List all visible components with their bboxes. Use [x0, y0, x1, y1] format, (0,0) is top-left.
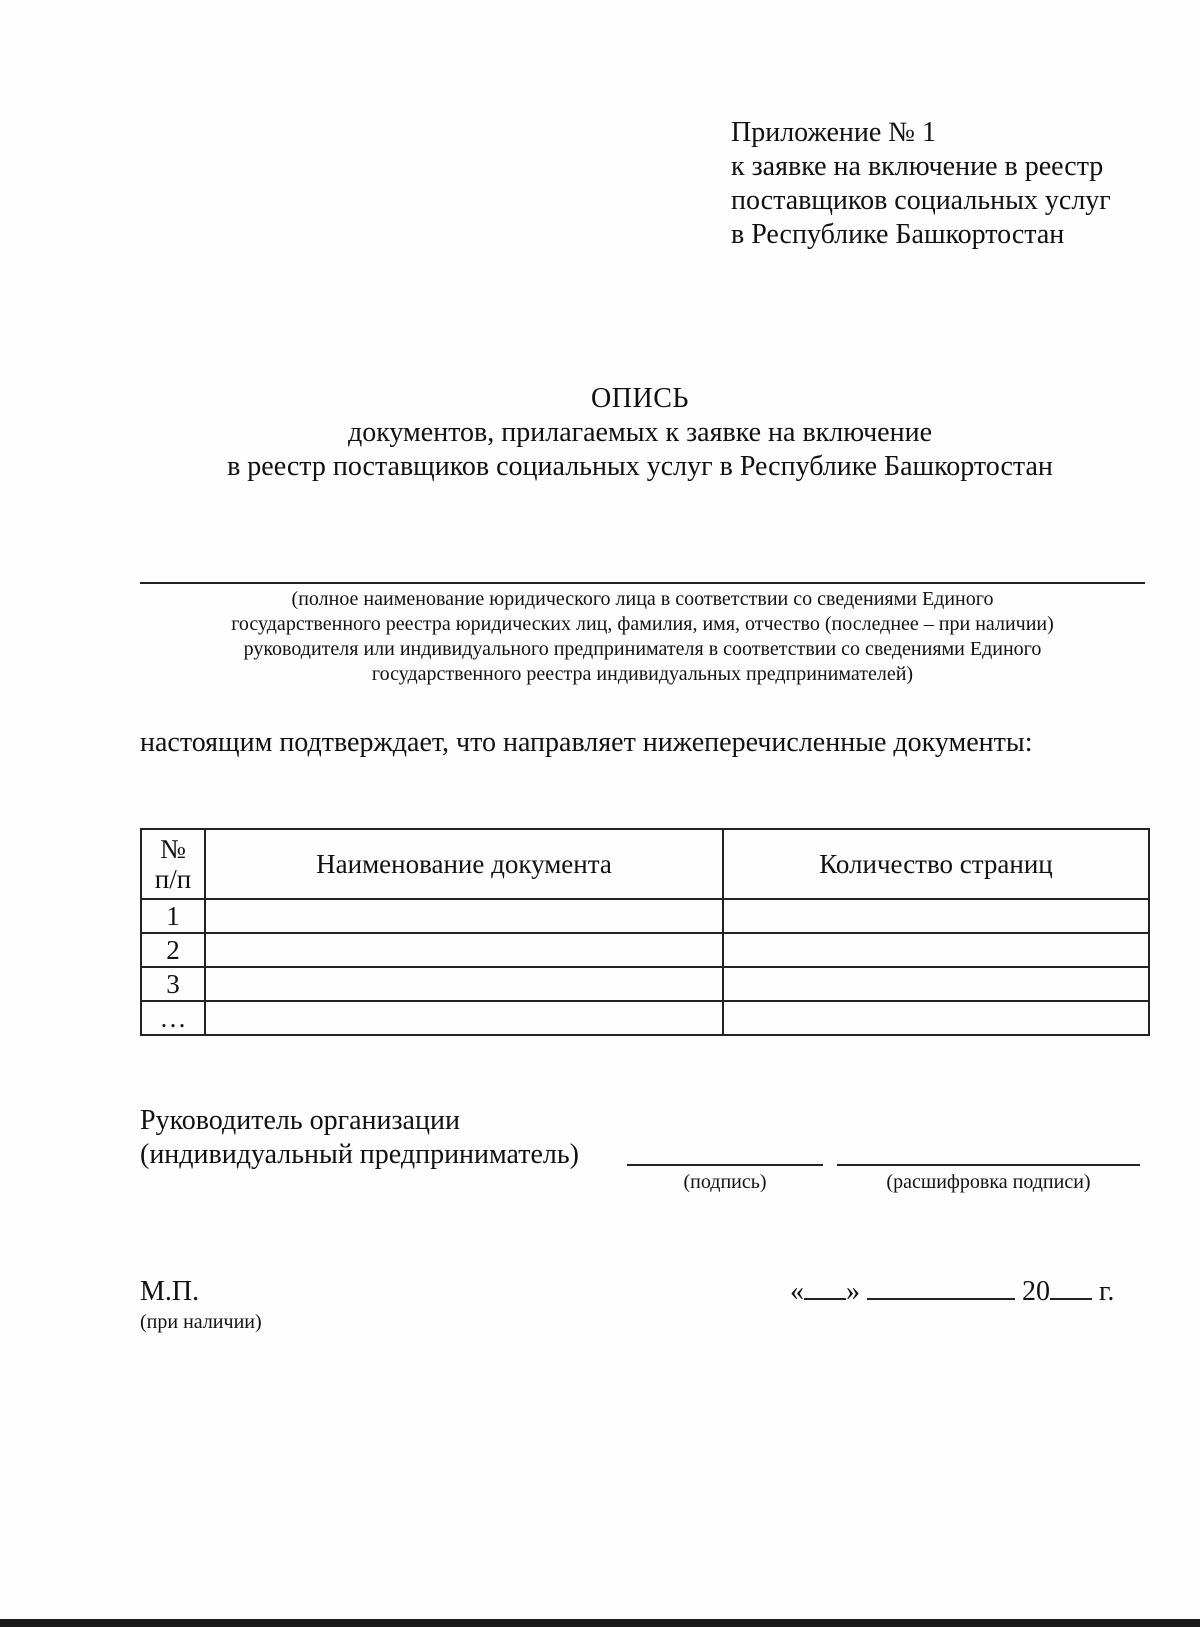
title-line-3: в реестр поставщиков социальных услуг в Республике Башкортостан — [227, 451, 1053, 482]
stamp-label: М.П. — [140, 1276, 200, 1307]
table-row — [141, 899, 1149, 933]
organization-name-caption — [135, 587, 1150, 687]
appendix-line-3: поставщиков социальных услуг — [731, 185, 1111, 216]
appendix-reference — [731, 116, 1111, 252]
year-blank[interactable] — [1050, 1276, 1092, 1300]
scan-edge-strip — [0, 1619, 1200, 1627]
header-number-line-2: п/п — [154, 864, 192, 894]
year-prefix: 20 — [1022, 1276, 1050, 1307]
document-name-cell[interactable] — [205, 899, 723, 933]
row-number: 1 — [141, 899, 205, 933]
document-title — [140, 382, 1140, 484]
row-number: 3 — [141, 967, 205, 1001]
signature-decoding-caption: (расшифровка подписи) — [886, 1171, 1091, 1193]
caption-line-3: руководителя или индивидуального предпринимателя в соответствии со сведениями Единого — [243, 638, 1042, 660]
appendix-number: Приложение № 1 — [731, 117, 936, 148]
header-number — [141, 829, 205, 899]
table-row — [141, 933, 1149, 967]
document-name-cell[interactable] — [205, 1001, 723, 1035]
title-main: ОПИСЬ — [591, 383, 689, 414]
organization-name-line[interactable] — [140, 582, 1145, 584]
row-number: 2 — [141, 933, 205, 967]
table-row — [141, 1001, 1149, 1035]
caption-line-4: государственного реестра индивидуальных предпринимателей) — [371, 663, 914, 685]
document-name-cell[interactable] — [205, 967, 723, 1001]
caption-line-1: (полное наименование юридического лица в соответствии со сведениями Единого — [291, 588, 994, 610]
signer-subtitle: (индивидуальный предприниматель) — [140, 1139, 579, 1170]
signer-title: Руководитель организации — [140, 1105, 460, 1136]
caption-line-2: государственного реестра юридических лиц, фамилия, имя, отчество (последнее – при наличии) — [231, 613, 1054, 635]
appendix-line-2: к заявке на включение в реестр — [731, 151, 1104, 182]
page-count-cell[interactable] — [723, 933, 1149, 967]
page-count-cell[interactable] — [723, 899, 1149, 933]
page-count-cell[interactable] — [723, 967, 1149, 1001]
signer-block — [140, 1104, 579, 1172]
date-open-quote: « — [790, 1276, 804, 1307]
appendix-line-4: в Республике Башкортостан — [731, 219, 1065, 250]
table-row — [141, 967, 1149, 1001]
day-blank[interactable] — [804, 1276, 846, 1300]
date-field — [790, 1276, 1114, 1308]
stamp-note: (при наличии) — [140, 1311, 262, 1333]
month-blank[interactable] — [867, 1276, 1015, 1300]
documents-table — [140, 828, 1150, 1036]
table-header-row — [141, 829, 1149, 899]
date-close-quote: » — [846, 1276, 860, 1307]
year-suffix: г. — [1099, 1276, 1115, 1307]
row-number: … — [141, 1001, 205, 1035]
signature-decoding-line[interactable] — [837, 1164, 1140, 1166]
page-count-cell[interactable] — [723, 1001, 1149, 1035]
header-number-line-1: № — [160, 834, 186, 864]
title-line-2: документов, прилагаемых к заявке на включение — [347, 417, 933, 448]
header-document-name: Наименование документа — [205, 829, 723, 899]
header-page-count: Количество страниц — [723, 829, 1149, 899]
document-name-cell[interactable] — [205, 933, 723, 967]
signature-line[interactable] — [627, 1164, 823, 1166]
confirmation-text: настоящим подтверждает, что направляет нижеперечисленные документы: — [140, 727, 1033, 758]
signature-caption: (подпись) — [683, 1171, 767, 1193]
